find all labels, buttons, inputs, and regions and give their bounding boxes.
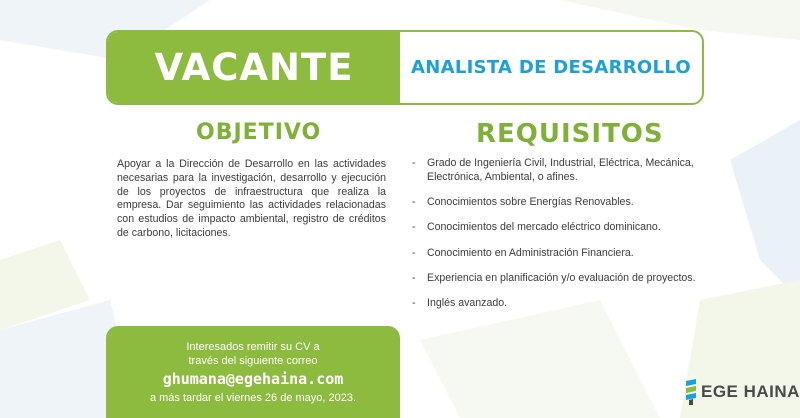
- requirement-item: - Inglés avanzado.: [412, 297, 732, 311]
- objective-heading: OBJETIVO: [196, 120, 322, 145]
- banner-right-panel: [400, 32, 702, 103]
- company-logo: [684, 379, 800, 405]
- logo-text: EGE HAINA: [701, 382, 800, 401]
- ege-haina-logo-icon: [684, 379, 698, 405]
- requirements-list: [412, 157, 732, 323]
- vacancy-banner: [106, 30, 704, 105]
- vacante-label: VACANTE: [154, 46, 354, 89]
- contact-deadline: a más tardar el viernes 26 de mayo, 2023.: [149, 392, 357, 404]
- requirement-item: - Grado de Ingeniería Civil, Industrial, Eléctrica, Mecánica, Electrónica, Ambiental, o afines.: [412, 157, 732, 185]
- requirements-heading: REQUISITOS: [476, 119, 664, 149]
- banner-left-panel: [108, 32, 400, 103]
- requirement-item: - Conocimientos sobre Energías Renovables.: [412, 196, 732, 210]
- contact-box: [106, 326, 400, 418]
- requirement-item: - Experiencia en planificación y/o evaluación de proyectos.: [412, 272, 732, 286]
- contact-instruction-line1: Interesados remitir su CV a: [186, 341, 320, 353]
- requirement-item: - Conocimiento en Administración Financiera.: [412, 247, 732, 261]
- contact-instruction-line2: través del siguiente correo: [188, 355, 318, 367]
- requirement-item: - Conocimientos del mercado eléctrico dominicano.: [412, 221, 732, 235]
- position-title: ANALISTA DE DESARROLLO: [411, 57, 691, 78]
- objective-text: Apoyar a la Dirección de Desarrollo en las actividades necesarias para la investigación, desarrollo y ejecución de los proyectos de infraestructura que realiza la empresa. Dar seguimiento las actividades relacionadas con estudios de impacto ambiental, registro de créditos de carbono, licitaciones.: [117, 158, 386, 239]
- contact-email-link[interactable]: ghumana@egehaina.com: [162, 370, 344, 388]
